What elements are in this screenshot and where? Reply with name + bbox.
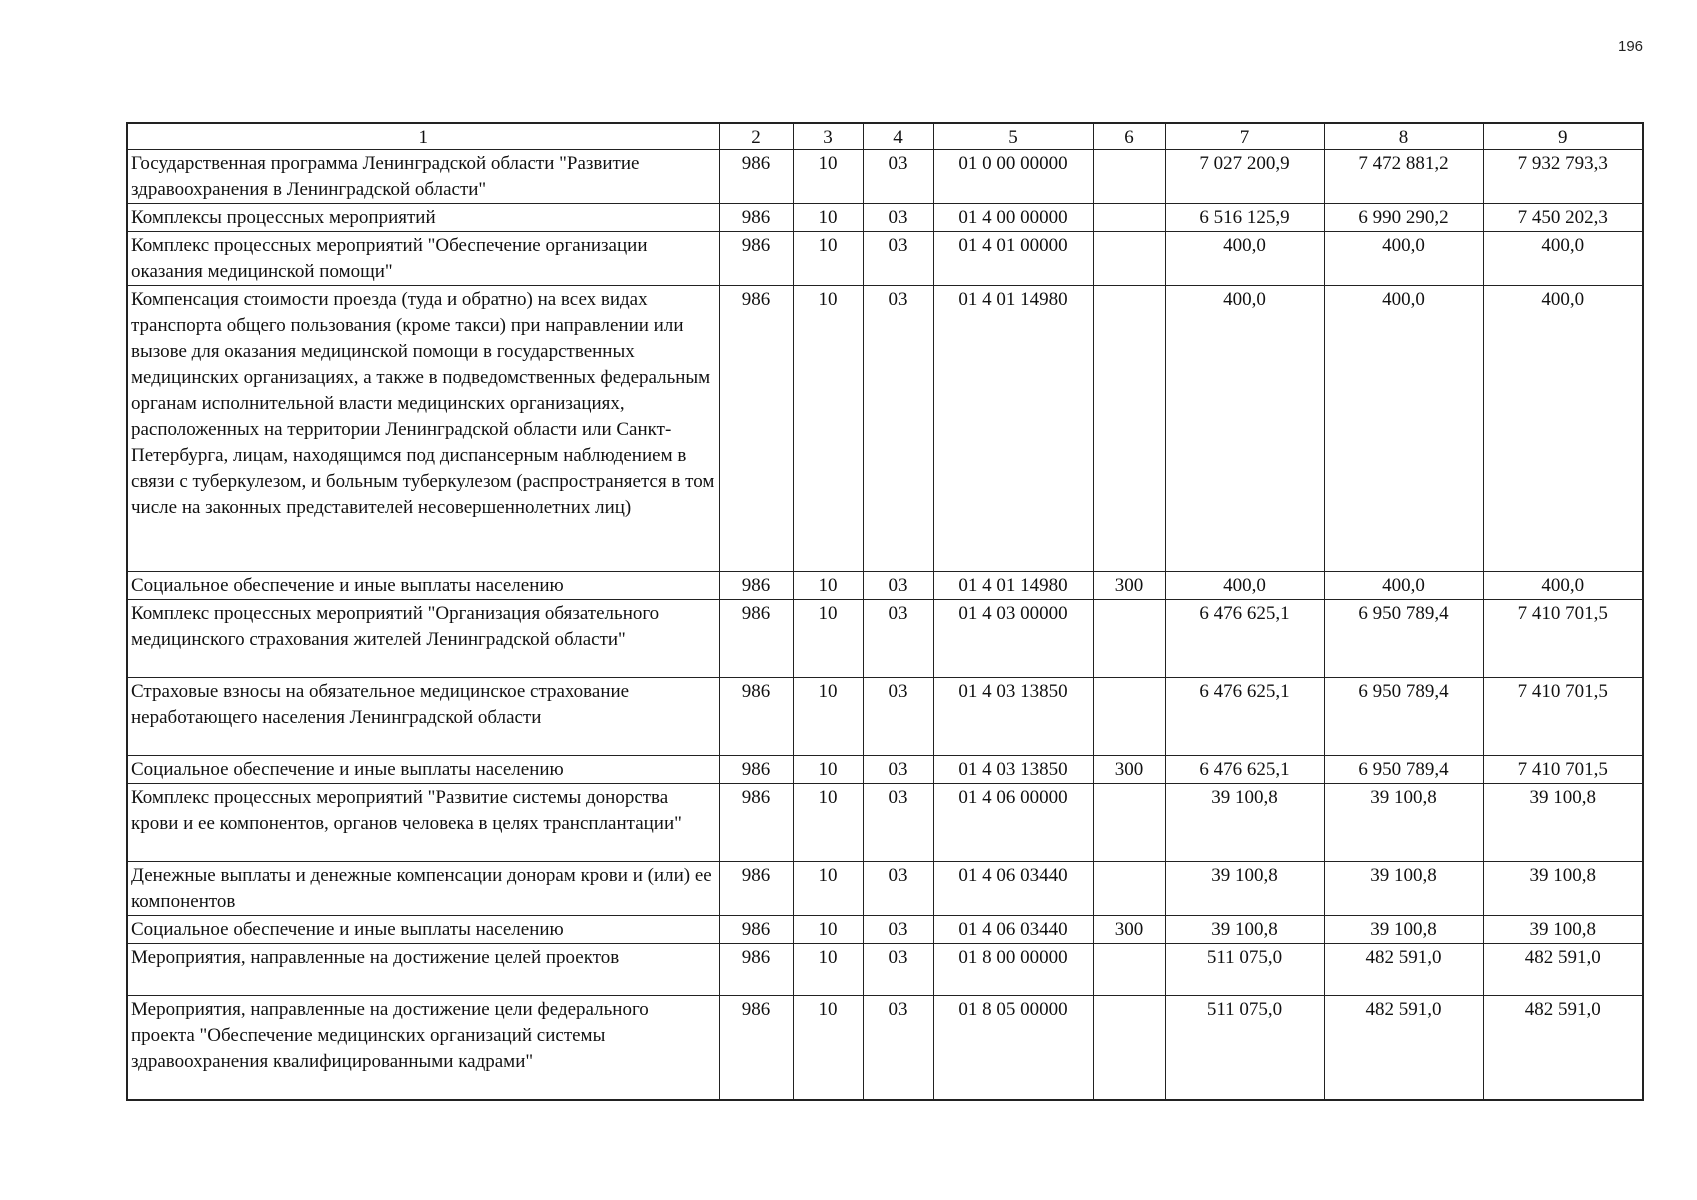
row-amount-year2: 400,0: [1324, 572, 1483, 600]
row-expense-type: [1093, 678, 1165, 756]
column-header: 6: [1093, 123, 1165, 150]
row-amount-year2: 39 100,8: [1324, 784, 1483, 862]
row-ministry-code: 986: [719, 862, 793, 916]
row-expense-type: [1093, 600, 1165, 678]
row-section-code: 10: [793, 600, 863, 678]
row-expense-type: 300: [1093, 916, 1165, 944]
row-subsection-code: 03: [863, 916, 933, 944]
row-section-code: 10: [793, 572, 863, 600]
row-amount-year2: 39 100,8: [1324, 916, 1483, 944]
row-target-article: 01 4 06 03440: [933, 862, 1093, 916]
row-section-code: 10: [793, 286, 863, 572]
table-row: [127, 286, 1643, 572]
row-expense-type: [1093, 862, 1165, 916]
row-subsection-code: 03: [863, 232, 933, 286]
row-amount-year1: 6 476 625,1: [1165, 678, 1324, 756]
row-amount-year3: 39 100,8: [1483, 784, 1643, 862]
row-amount-year3: 400,0: [1483, 286, 1643, 572]
row-amount-year1: 400,0: [1165, 286, 1324, 572]
row-name: Социальное обеспечение и иные выплаты населению: [127, 572, 719, 600]
row-amount-year2: 6 990 290,2: [1324, 204, 1483, 232]
row-amount-year3: 400,0: [1483, 572, 1643, 600]
row-amount-year2: 400,0: [1324, 232, 1483, 286]
row-amount-year2: 39 100,8: [1324, 862, 1483, 916]
row-amount-year1: 6 476 625,1: [1165, 600, 1324, 678]
row-amount-year1: 39 100,8: [1165, 862, 1324, 916]
row-section-code: 10: [793, 232, 863, 286]
row-ministry-code: 986: [719, 204, 793, 232]
table-row: [127, 600, 1643, 678]
table-row: [127, 572, 1643, 600]
row-target-article: 01 4 03 00000: [933, 600, 1093, 678]
row-section-code: 10: [793, 916, 863, 944]
row-amount-year2: 6 950 789,4: [1324, 678, 1483, 756]
row-target-article: 01 8 00 00000: [933, 944, 1093, 996]
row-name: Социальное обеспечение и иные выплаты населению: [127, 916, 719, 944]
row-ministry-code: 986: [719, 232, 793, 286]
row-amount-year1: 6 476 625,1: [1165, 756, 1324, 784]
row-subsection-code: 03: [863, 286, 933, 572]
row-ministry-code: 986: [719, 286, 793, 572]
column-header: 1: [127, 123, 719, 150]
row-name: Комплекс процессных мероприятий "Обеспечение организации оказания медицинской помощи": [127, 232, 719, 286]
row-target-article: 01 4 01 00000: [933, 232, 1093, 286]
row-expense-type: [1093, 232, 1165, 286]
column-header: 7: [1165, 123, 1324, 150]
row-subsection-code: 03: [863, 150, 933, 204]
row-amount-year2: 482 591,0: [1324, 996, 1483, 1100]
row-target-article: 01 4 01 14980: [933, 286, 1093, 572]
row-name: Государственная программа Ленинградской области "Развитие здравоохранения в Ленинградской области": [127, 150, 719, 204]
row-subsection-code: 03: [863, 600, 933, 678]
row-name: Комплекс процессных мероприятий "Развитие системы донорства крови и ее компонентов, органов человека в целях трансплантации": [127, 784, 719, 862]
row-amount-year3: 39 100,8: [1483, 916, 1643, 944]
row-amount-year3: 482 591,0: [1483, 944, 1643, 996]
row-subsection-code: 03: [863, 862, 933, 916]
row-name: Компенсация стоимости проезда (туда и обратно) на всех видах транспорта общего пользования (кроме такси) при направлении или вызове для оказания медицинской помощи в государственных медицинских организациях, а также в подведомственных федеральным органам исполнительной власти медицинских организациях, расположенных на территории Ленинградской области или Санкт-Петербурга, лицам, находящимся под диспансерным наблюдением в связи с туберкулезом, и больным туберкулезом (распространяется в том числе на законных представителей несовершеннолетних лиц): [127, 286, 719, 572]
row-amount-year1: 511 075,0: [1165, 996, 1324, 1100]
row-amount-year2: 6 950 789,4: [1324, 756, 1483, 784]
row-section-code: 10: [793, 944, 863, 996]
row-ministry-code: 986: [719, 572, 793, 600]
row-expense-type: 300: [1093, 572, 1165, 600]
row-ministry-code: 986: [719, 600, 793, 678]
table-row: [127, 996, 1643, 1100]
row-target-article: 01 4 00 00000: [933, 204, 1093, 232]
row-expense-type: [1093, 204, 1165, 232]
row-subsection-code: 03: [863, 572, 933, 600]
row-name: Мероприятия, направленные на достижение цели федерального проекта "Обеспечение медицинских организаций системы здравоохранения квалифицированными кадрами": [127, 996, 719, 1100]
row-amount-year1: 400,0: [1165, 572, 1324, 600]
row-amount-year3: 7 450 202,3: [1483, 204, 1643, 232]
table-header-row: [127, 123, 1643, 150]
row-subsection-code: 03: [863, 784, 933, 862]
table-row: [127, 678, 1643, 756]
page-number: 196: [1618, 38, 1644, 55]
row-target-article: 01 4 06 00000: [933, 784, 1093, 862]
row-ministry-code: 986: [719, 784, 793, 862]
row-section-code: 10: [793, 756, 863, 784]
column-header: 5: [933, 123, 1093, 150]
row-expense-type: [1093, 996, 1165, 1100]
row-ministry-code: 986: [719, 756, 793, 784]
row-expense-type: 300: [1093, 756, 1165, 784]
row-subsection-code: 03: [863, 944, 933, 996]
column-header: 8: [1324, 123, 1483, 150]
row-amount-year1: 7 027 200,9: [1165, 150, 1324, 204]
row-section-code: 10: [793, 204, 863, 232]
column-header: 4: [863, 123, 933, 150]
row-expense-type: [1093, 784, 1165, 862]
row-amount-year3: 400,0: [1483, 232, 1643, 286]
row-amount-year2: 6 950 789,4: [1324, 600, 1483, 678]
row-expense-type: [1093, 286, 1165, 572]
row-target-article: 01 4 06 03440: [933, 916, 1093, 944]
row-name: Денежные выплаты и денежные компенсации донорам крови и (или) ее компонентов: [127, 862, 719, 916]
row-amount-year1: 400,0: [1165, 232, 1324, 286]
row-amount-year3: 7 410 701,5: [1483, 600, 1643, 678]
table-row: [127, 784, 1643, 862]
table-row: [127, 916, 1643, 944]
row-target-article: 01 0 00 00000: [933, 150, 1093, 204]
row-target-article: 01 4 03 13850: [933, 756, 1093, 784]
row-section-code: 10: [793, 862, 863, 916]
row-amount-year2: 400,0: [1324, 286, 1483, 572]
table-row: [127, 232, 1643, 286]
row-ministry-code: 986: [719, 678, 793, 756]
row-section-code: 10: [793, 678, 863, 756]
budget-table: [126, 122, 1644, 1101]
row-subsection-code: 03: [863, 756, 933, 784]
row-expense-type: [1093, 150, 1165, 204]
table-row: [127, 756, 1643, 784]
row-target-article: 01 4 01 14980: [933, 572, 1093, 600]
row-ministry-code: 986: [719, 916, 793, 944]
row-amount-year2: 7 472 881,2: [1324, 150, 1483, 204]
table-row: [127, 204, 1643, 232]
row-amount-year1: 39 100,8: [1165, 784, 1324, 862]
row-amount-year2: 482 591,0: [1324, 944, 1483, 996]
row-amount-year3: 482 591,0: [1483, 996, 1643, 1100]
row-amount-year1: 39 100,8: [1165, 916, 1324, 944]
row-amount-year3: 7 410 701,5: [1483, 756, 1643, 784]
row-amount-year3: 7 410 701,5: [1483, 678, 1643, 756]
row-section-code: 10: [793, 784, 863, 862]
row-name: Комплексы процессных мероприятий: [127, 204, 719, 232]
row-amount-year3: 7 932 793,3: [1483, 150, 1643, 204]
row-amount-year1: 6 516 125,9: [1165, 204, 1324, 232]
column-header: 9: [1483, 123, 1643, 150]
row-ministry-code: 986: [719, 150, 793, 204]
row-target-article: 01 4 03 13850: [933, 678, 1093, 756]
table-row: [127, 944, 1643, 996]
column-header: 3: [793, 123, 863, 150]
row-subsection-code: 03: [863, 204, 933, 232]
column-header: 2: [719, 123, 793, 150]
row-section-code: 10: [793, 150, 863, 204]
row-amount-year1: 511 075,0: [1165, 944, 1324, 996]
row-name: Страховые взносы на обязательное медицинское страхование неработающего населения Ленинградской области: [127, 678, 719, 756]
table-row: [127, 862, 1643, 916]
row-name: Мероприятия, направленные на достижение целей проектов: [127, 944, 719, 996]
row-subsection-code: 03: [863, 996, 933, 1100]
row-ministry-code: 986: [719, 944, 793, 996]
row-name: Комплекс процессных мероприятий "Организация обязательного медицинского страхования жителей Ленинградской области": [127, 600, 719, 678]
row-section-code: 10: [793, 996, 863, 1100]
row-expense-type: [1093, 944, 1165, 996]
table-row: [127, 150, 1643, 204]
row-subsection-code: 03: [863, 678, 933, 756]
row-name: Социальное обеспечение и иные выплаты населению: [127, 756, 719, 784]
row-target-article: 01 8 05 00000: [933, 996, 1093, 1100]
row-amount-year3: 39 100,8: [1483, 862, 1643, 916]
row-ministry-code: 986: [719, 996, 793, 1100]
